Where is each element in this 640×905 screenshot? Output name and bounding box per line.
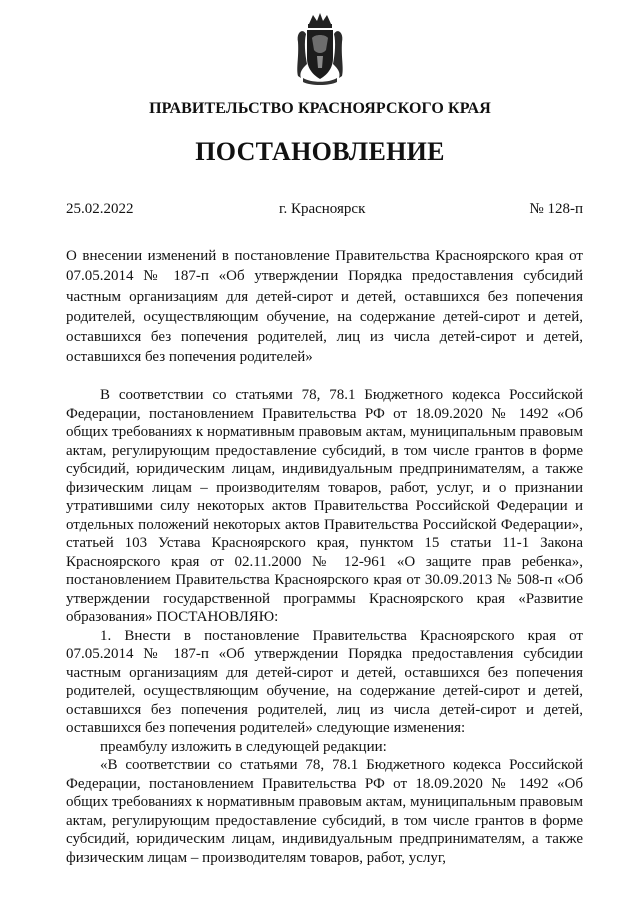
document-city: г. Красноярск [279,201,366,217]
document-date: 25.02.2022 [66,201,134,217]
document-body [66,386,583,867]
document-number: № 128-п [529,201,583,217]
government-name: ПРАВИТЕЛЬСТВО КРАСНОЯРСКОГО КРАЯ [149,100,491,117]
body-paragraph-instruction: преамбулу изложить в следующей редакции: [100,738,387,755]
body-paragraph-quoted-preamble: «В соответствии со статьями 78, 78.1 Бюджетного кодекса Российской Федерации, постановлением Правительства РФ от 18.09.2020 № 1492 «Об общих требованиях к нормативным правовым актам, муниципальным правовым актам, регулирующим предоставление субсидий, в том числе грантов в форме субсидий, юридическим лицам, индивидуальным предпринимателям, а также физическим лицам – производителям товаров, работ, услуг, [66,757,583,866]
body-paragraph-preamble: В соответствии со статьями 78, 78.1 Бюджетного кодекса Российской Федерации, постановлением Правительства РФ от 18.09.2020 № 1492 «Об общих требованиях к нормативным правовым актам, муниципальным правовым актам, регулирующим предоставление субсидий, в том числе грантов в форме субсидий, юридическим лицам, индивидуальным предпринимателям, а также физическим лицам – производителям товаров, работ, услуг, и о признании утратившими силу некоторых актов Правительства Российской Федерации и отдельных положений некоторых актов Правительства Российской Федерации», статьей 103 Устава Красноярского края, пунктом 15 статьи 11-1 Закона Красноярского края от 02.11.2000 № 12-961 «О защите прав ребенка», постановлением Правительства Красноярского края от 30.09.2013 № 508-п «Об утверждении государственной программы Красноярского края «Развитие образования» ПОСТАНОВЛЯЮ: [66,387,583,625]
coat-of-arms-icon [295,12,345,86]
body-paragraph-item-1: 1. Внести в постановление Правительства Красноярского края от 07.05.2014 № 187-п «Об утверждении Порядка предоставления субсидии частным организациям для детей-сирот и детей, оставшихся без попечения родителей, осуществляющим обучение, на содержание детей-сирот и детей, оставшихся без попечения родителей, лиц из числа детей-сирот и детей, оставшихся без попечения родителей» следующие изменения: [66,627,583,736]
document-type: ПОСТАНОВЛЕНИЕ [195,137,445,166]
document-subject: О внесении изменений в постановление Правительства Красноярского края от 07.05.2014 № 187-п «Об утверждении Порядка предоставления субсидий частным организациям для детей-сирот и детей, оставшихся без попечения родителей, осуществляющим обучение, на содержание детей-сирот и детей, оставшихся без попечения родителей, лиц из числа детей-сирот и детей, оставшихся без попечения родителей» [66,248,583,366]
